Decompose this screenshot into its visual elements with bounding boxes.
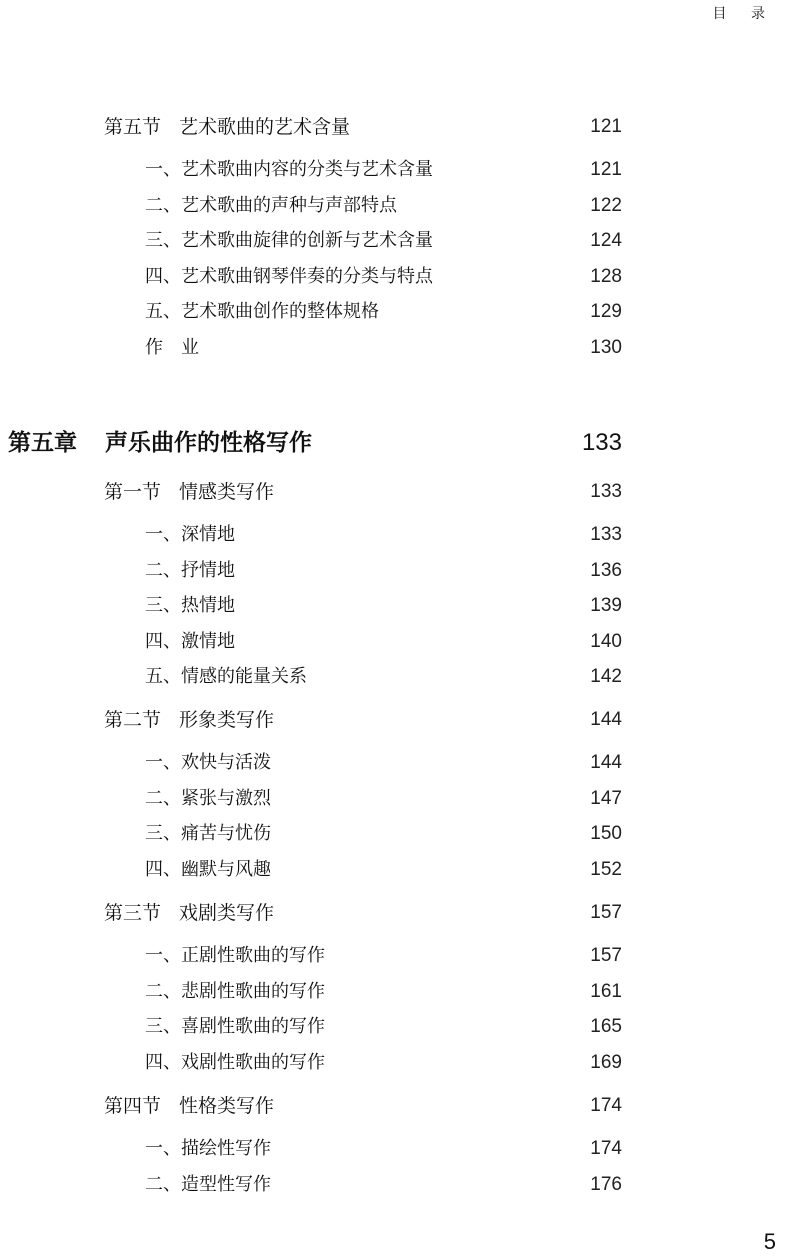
toc-entry-sub[interactable] <box>145 856 622 884</box>
toc-entry-sub[interactable] <box>145 1049 622 1077</box>
entry-title: 情感类写作 <box>179 481 275 503</box>
entry-number: 五、 <box>145 666 181 687</box>
entry-title: 艺术歌曲的声种与声部特点 <box>181 195 397 216</box>
entry-number: 第二节 <box>104 709 162 731</box>
entry-number: 三、 <box>145 1016 181 1037</box>
entry-title: 激情地 <box>181 631 235 652</box>
toc-entry-sec[interactable] <box>104 706 622 734</box>
entry-page-number: 150 <box>590 823 622 844</box>
entry-number: 一、 <box>145 1138 181 1159</box>
toc-entry-sub[interactable] <box>145 1171 622 1199</box>
entry-number: 二、 <box>145 1174 181 1195</box>
entry-number: 五、 <box>145 301 181 322</box>
entry-title: 艺术歌曲内容的分类与艺术含量 <box>181 159 433 180</box>
entry-number: 第五章 <box>8 430 77 456</box>
toc-entry-sub[interactable] <box>145 785 622 813</box>
toc-entry-sub[interactable] <box>145 521 622 549</box>
running-header: 目 录 <box>712 6 775 22</box>
entry-title: 艺术歌曲创作的整体规格 <box>181 301 379 322</box>
entry-title: 热情地 <box>181 595 235 616</box>
entry-page-number: 129 <box>590 301 622 322</box>
toc-entry-sec[interactable] <box>104 1092 622 1120</box>
entry-page-number: 165 <box>590 1016 622 1037</box>
entry-title: 幽默与风趣 <box>181 859 271 880</box>
entry-number: 第四节 <box>104 1095 162 1117</box>
toc-entry-sub[interactable] <box>145 1135 622 1163</box>
entry-title: 紧张与激烈 <box>181 788 271 809</box>
entry-title: 欢快与活泼 <box>181 752 271 773</box>
entry-page-number: 144 <box>590 752 622 773</box>
entry-number: 四、 <box>145 1052 181 1073</box>
entry-number: 二、 <box>145 981 181 1002</box>
entry-title: 描绘性写作 <box>181 1138 271 1159</box>
toc-entry-sec[interactable] <box>104 899 622 927</box>
toc-entry-sub[interactable] <box>145 663 622 691</box>
entry-page-number: 176 <box>590 1174 622 1195</box>
entry-title: 深情地 <box>181 524 235 545</box>
toc-entry-sub[interactable] <box>145 628 622 656</box>
entry-number: 二、 <box>145 788 181 809</box>
toc-entry-sub[interactable] <box>145 557 622 585</box>
entry-number: 三、 <box>145 823 181 844</box>
toc-entry-sub[interactable] <box>145 592 622 620</box>
toc-entry-sub[interactable] <box>145 227 622 255</box>
entry-title: 艺术歌曲旋律的创新与艺术含量 <box>181 230 433 251</box>
entry-number: 第五节 <box>104 116 162 138</box>
toc-entry-sec[interactable] <box>104 113 622 141</box>
toc-entry-sub[interactable] <box>145 156 622 184</box>
entry-title: 造型性写作 <box>181 1174 271 1195</box>
entry-number: 四、 <box>145 859 181 880</box>
toc-entry-sub[interactable] <box>145 298 622 326</box>
toc-entry-sub[interactable] <box>145 334 622 362</box>
entry-page-number: 174 <box>590 1138 622 1159</box>
entry-title: 艺术歌曲的艺术含量 <box>179 116 351 138</box>
entry-page-number: 144 <box>590 709 622 730</box>
entry-number: 作 业 <box>145 337 199 358</box>
entry-page-number: 133 <box>590 524 622 545</box>
entry-page-number: 122 <box>590 195 622 216</box>
entry-number: 一、 <box>145 524 181 545</box>
entry-page-number: 133 <box>590 481 622 502</box>
entry-number: 二、 <box>145 560 181 581</box>
entry-number: 四、 <box>145 631 181 652</box>
entry-title: 声乐曲作的性格写作 <box>105 430 312 456</box>
toc-entry-sub[interactable] <box>145 820 622 848</box>
entry-number: 三、 <box>145 595 181 616</box>
toc-entry-sub[interactable] <box>145 192 622 220</box>
toc-entry-chap[interactable] <box>8 426 622 460</box>
entry-page-number: 136 <box>590 560 622 581</box>
entry-page-number: 161 <box>590 981 622 1002</box>
entry-page-number: 140 <box>590 631 622 652</box>
entry-title: 抒情地 <box>181 560 235 581</box>
entry-number: 一、 <box>145 752 181 773</box>
entry-page-number: 142 <box>590 666 622 687</box>
entry-title: 情感的能量关系 <box>181 666 307 687</box>
toc-entry-sub[interactable] <box>145 1013 622 1041</box>
entry-page-number: 152 <box>590 859 622 880</box>
entry-page-number: 121 <box>590 116 622 137</box>
entry-title: 戏剧性歌曲的写作 <box>181 1052 325 1073</box>
entry-number: 一、 <box>145 159 181 180</box>
entry-page-number: 121 <box>590 159 622 180</box>
entry-title: 痛苦与忧伤 <box>181 823 271 844</box>
entry-title: 悲剧性歌曲的写作 <box>181 981 325 1002</box>
entry-title: 戏剧类写作 <box>179 902 275 924</box>
toc-entry-sub[interactable] <box>145 749 622 777</box>
entry-number: 第三节 <box>104 902 162 924</box>
entry-title: 形象类写作 <box>179 709 275 731</box>
entry-page-number: 147 <box>590 788 622 809</box>
entry-page-number: 130 <box>590 337 622 358</box>
entry-title: 喜剧性歌曲的写作 <box>181 1016 325 1037</box>
toc-entry-sub[interactable] <box>145 263 622 291</box>
entry-number: 四、 <box>145 266 181 287</box>
entry-title: 性格类写作 <box>179 1095 275 1117</box>
toc-entry-sub[interactable] <box>145 942 622 970</box>
entry-page-number: 133 <box>581 429 622 456</box>
entry-number: 三、 <box>145 230 181 251</box>
entry-page-number: 139 <box>590 595 622 616</box>
entry-title: 正剧性歌曲的写作 <box>181 945 325 966</box>
entry-page-number: 157 <box>590 902 622 923</box>
entry-page-number: 174 <box>590 1095 622 1116</box>
toc-entry-sec[interactable] <box>104 478 622 506</box>
entry-page-number: 169 <box>590 1052 622 1073</box>
entry-title: 艺术歌曲钢琴伴奏的分类与特点 <box>181 266 433 287</box>
entry-page-number: 124 <box>590 230 622 251</box>
entry-page-number: 128 <box>590 266 622 287</box>
toc-entry-sub[interactable] <box>145 978 622 1006</box>
entry-number: 二、 <box>145 195 181 216</box>
entry-number: 第一节 <box>104 481 162 503</box>
page-number: 5 <box>763 1229 776 1254</box>
entry-number: 一、 <box>145 945 181 966</box>
entry-page-number: 157 <box>590 945 622 966</box>
